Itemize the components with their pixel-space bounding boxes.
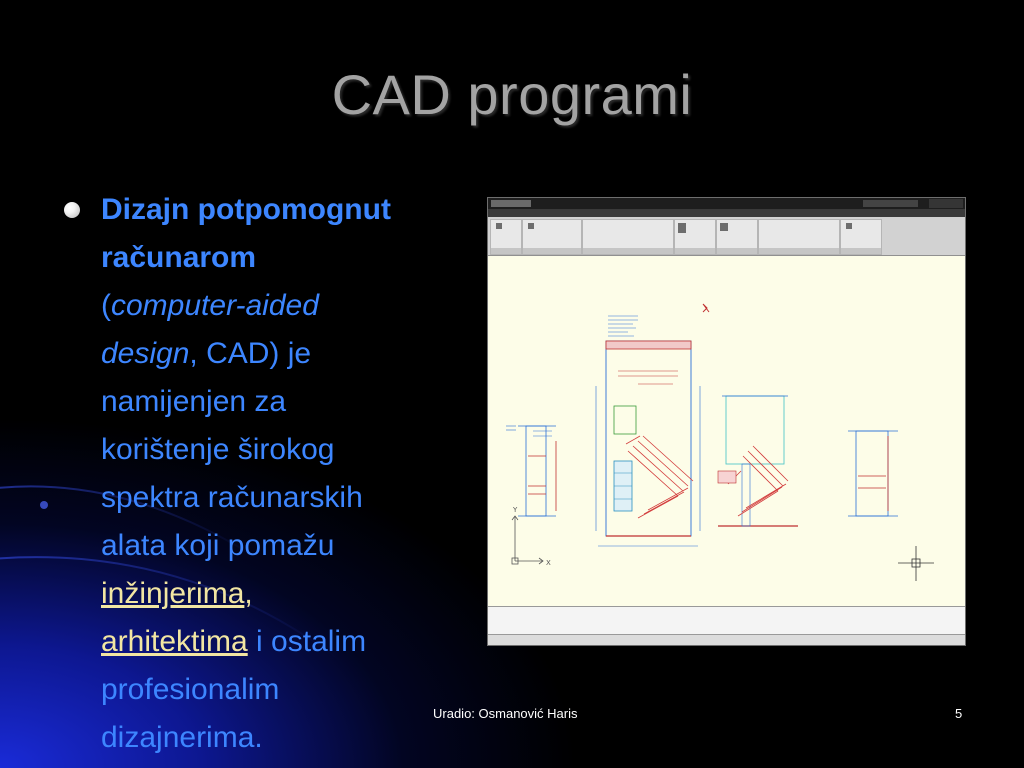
ribbon-group-draw [490, 219, 522, 255]
english-term: computer-aided [111, 289, 319, 322]
note-block [608, 316, 638, 336]
bullet-bold-term-2: računarom [101, 241, 257, 274]
cad-window-buttons [929, 199, 963, 208]
english-term-2: design [101, 337, 190, 370]
bullet-line [101, 570, 491, 618]
cad-titlebar [488, 198, 965, 209]
bullet-line: namijenjen za [101, 385, 287, 418]
bullet-line: alata koji pomažu [101, 529, 335, 562]
cad-quick-access-toolbar [491, 200, 531, 207]
measure-tool-icon [846, 223, 852, 229]
bullet-line: profesionalim [101, 673, 280, 706]
left-elevation [518, 426, 556, 516]
bullet-line [101, 186, 491, 234]
bullet-paragraph [101, 186, 491, 762]
slide-title: CAD programi [331, 63, 693, 126]
right-elevation [848, 431, 898, 516]
link-architects[interactable]: arhitektima [101, 625, 248, 658]
text-tool-icon [678, 223, 686, 233]
svg-text:Y: Y [513, 506, 518, 514]
crosshair-cursor-icon [898, 546, 934, 581]
line-tool-icon [496, 223, 502, 229]
link-engineers[interactable]: inžinjerima [101, 577, 245, 610]
abbreviation: , CAD) je [189, 337, 312, 370]
compass-mark [703, 304, 709, 312]
ucs-axis-icon [512, 516, 543, 564]
slide-page-number: 5 [955, 706, 963, 721]
cad-drawing-area [488, 256, 965, 606]
cad-status-bar [488, 634, 965, 646]
cad-search-box [863, 200, 918, 207]
bullet-line [101, 234, 491, 282]
cad-command-line [488, 606, 965, 635]
bullet-line [101, 618, 491, 666]
autocad-screenshot [487, 197, 966, 646]
paren-open: ( [101, 289, 111, 322]
bullet-line [101, 330, 491, 378]
bullet-sphere-icon [64, 202, 80, 218]
svg-text:X: X [546, 559, 551, 567]
ribbon-group-properties [758, 219, 840, 255]
ribbon-group-layers [582, 219, 674, 255]
bullet-bold-term: Dizajn potpomognut [101, 193, 391, 226]
insert-block-icon [720, 223, 728, 231]
cad-ribbon [488, 217, 965, 256]
move-tool-icon [528, 223, 534, 229]
second-stair-section [718, 396, 798, 526]
footer-author: Uradio: Osmanović Haris [433, 706, 578, 721]
main-stair-section [596, 341, 700, 546]
bullet-line: korištenje širokog [101, 433, 335, 466]
comma: , [244, 577, 253, 610]
bullet-line: spektra računarskih [101, 481, 363, 514]
bullet-line: dizajnerima. [101, 721, 263, 754]
cad-ribbon-tabs [488, 209, 965, 217]
bullet-line [101, 282, 491, 330]
others-text: i ostalim [247, 625, 367, 658]
